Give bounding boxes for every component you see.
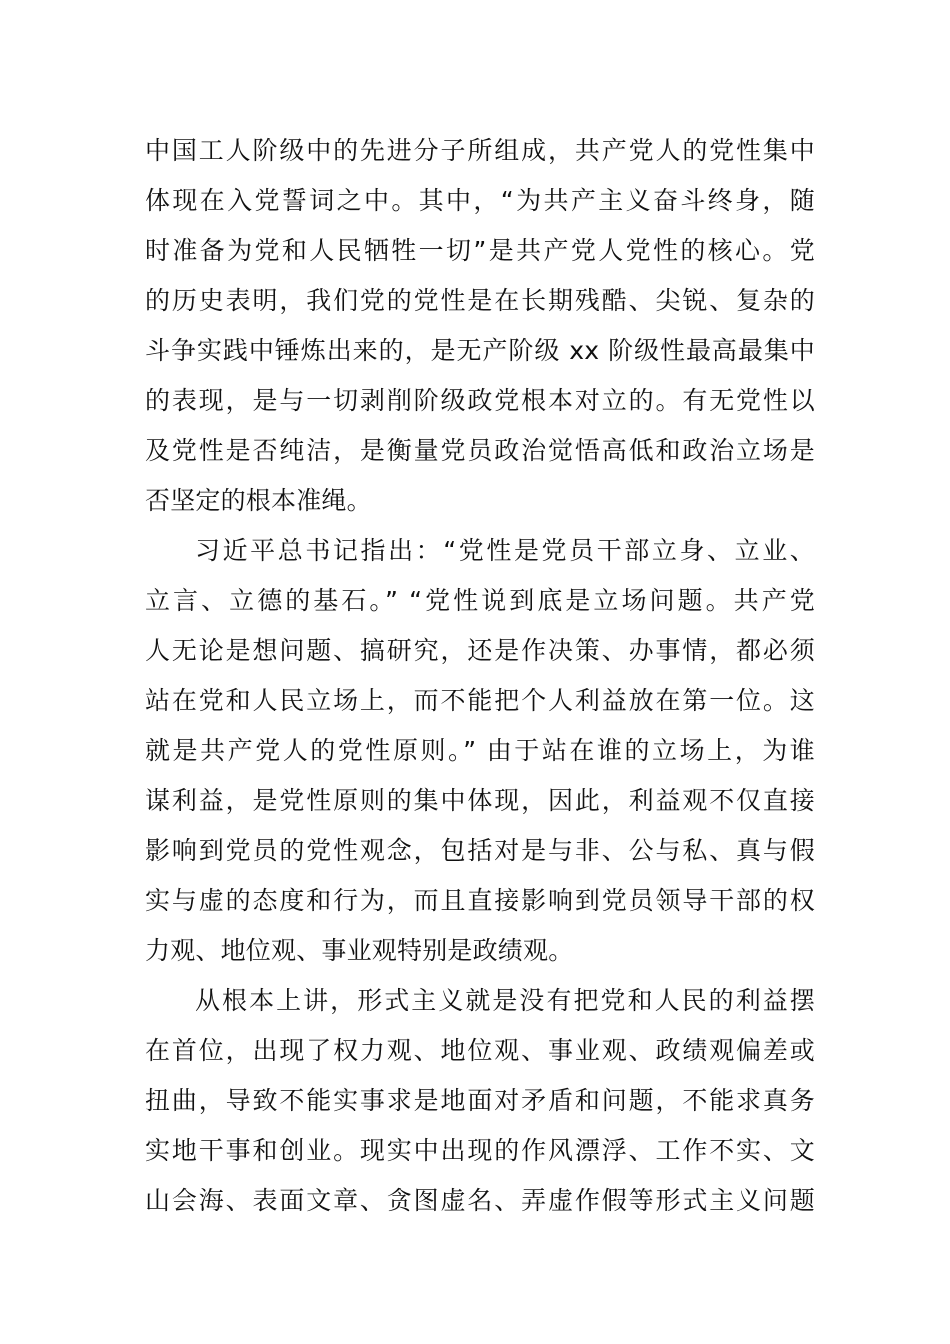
paragraph-1 <box>145 126 815 526</box>
text-line: 就是共产党人的党性原则。” 由于站在谁的立场上，为谁 <box>145 736 815 765</box>
text-line: 在首位，出现了权力观、地位观、事业观、政绩观偏差或 <box>145 1036 815 1065</box>
text-line: 实地干事和创业。现实中出现的作风漂浮、工作不实、文 <box>145 1136 815 1165</box>
paragraph-2 <box>145 526 815 976</box>
text-line: 山会海、表面文章、贪图虚名、弄虚作假等形式主义问题 <box>145 1186 815 1215</box>
text-line: 影响到党员的党性观念，包括对是与非、公与私、真与假 <box>145 836 815 865</box>
text-line: 立言、立德的基石。” “党性说到底是立场问题。共产党 <box>145 586 815 615</box>
text-line: 体现在入党誓词之中。其中，“为共产主义奋斗终身，随 <box>145 186 815 215</box>
text-line: 及党性是否纯洁，是衡量党员政治觉悟高低和政治立场是 <box>145 436 815 465</box>
paragraph-3 <box>145 976 815 1226</box>
text-line: 习近平总书记指出：“党性是党员干部立身、立业、 <box>195 536 815 565</box>
text-line: 谋利益，是党性原则的集中体现，因此，利益观不仅直接 <box>145 786 815 815</box>
text-line: 站在党和人民立场上，而不能把个人利益放在第一位。这 <box>145 686 815 715</box>
text-line: 的历史表明，我们党的党性是在长期残酷、尖锐、复杂的 <box>145 286 815 315</box>
text-line: 扭曲，导致不能实事求是地面对矛盾和问题，不能求真务 <box>145 1086 815 1115</box>
text-line: 人无论是想问题、搞研究，还是作决策、办事情，都必须 <box>145 636 815 665</box>
text-line: 实与虚的态度和行为，而且直接影响到党员领导干部的权 <box>145 886 815 915</box>
text-line: 从根本上讲，形式主义就是没有把党和人民的利益摆 <box>195 986 815 1015</box>
text-line: 的表现，是与一切剥削阶级政党根本对立的。有无党性以 <box>145 386 815 415</box>
text-line: 斗争实践中锤炼出来的，是无产阶级 xx 阶级性最高最集中 <box>145 336 815 365</box>
document-body <box>145 126 815 1226</box>
text-line: 中国工人阶级中的先进分子所组成，共产党人的党性集中 <box>145 136 815 165</box>
text-line: 否坚定的根本准绳。 <box>145 486 372 515</box>
text-line: 力观、地位观、事业观特别是政绩观。 <box>145 936 574 965</box>
text-line: 时准备为党和人民牺牲一切”是共产党人党性的核心。党 <box>145 236 815 265</box>
